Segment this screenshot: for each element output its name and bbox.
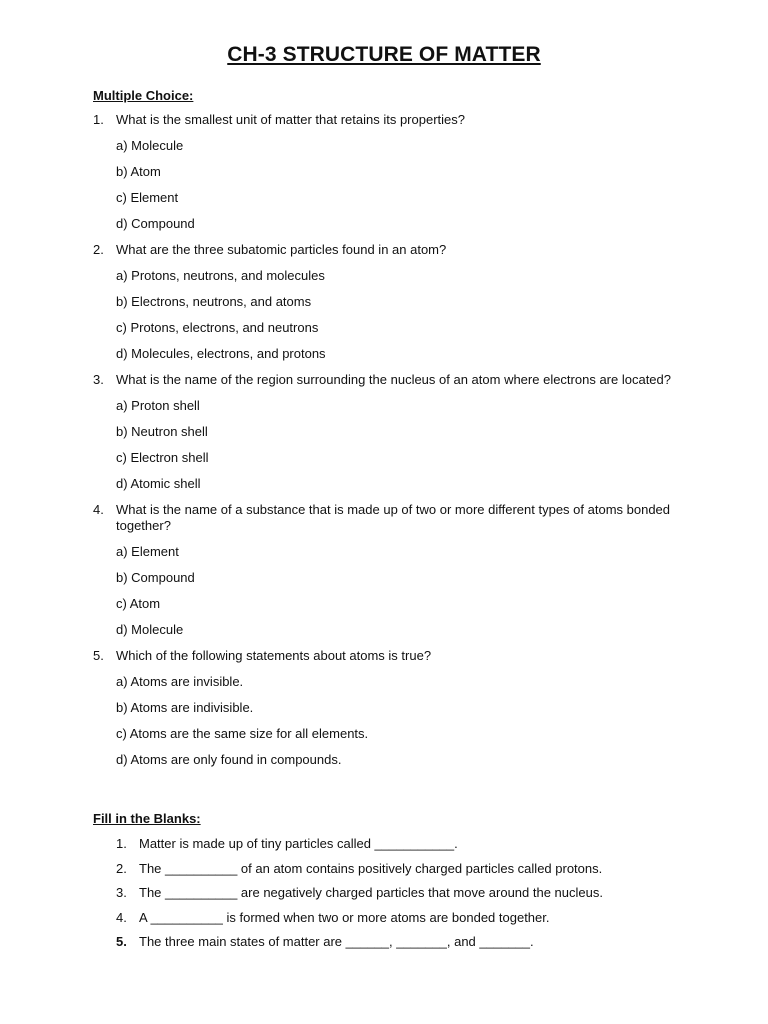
question-text: What are the three subatomic particles found in an atom? — [116, 242, 447, 257]
multiple-choice-heading: Multiple Choice: — [93, 88, 194, 103]
multiple-choice-section — [93, 112, 693, 778]
question-5 — [93, 648, 693, 768]
item-text: The __________ are negatively charged particles that move around the nucleus. — [139, 885, 603, 901]
fill-in-item — [116, 836, 676, 852]
question-text: What is the smallest unit of matter that retains its properties? — [116, 112, 465, 127]
answer-option: b) Neutron shell — [116, 424, 208, 439]
answer-option: d) Atoms are only found in compounds. — [116, 752, 342, 767]
answer-option: b) Atom — [116, 164, 161, 179]
item-number: 1. — [116, 836, 127, 851]
fill-in-item — [116, 861, 676, 877]
fill-in-item — [116, 910, 676, 926]
answer-option: d) Atomic shell — [116, 476, 201, 491]
question-number: 4. — [93, 502, 104, 517]
item-text: The three main states of matter are ______, _______, and _______. — [139, 934, 534, 950]
fill-in-blanks-heading: Fill in the Blanks: — [93, 811, 201, 826]
answer-option: b) Atoms are indivisible. — [116, 700, 254, 715]
question-4 — [93, 502, 693, 638]
answer-option: a) Element — [116, 544, 179, 559]
question-number: 1. — [93, 112, 104, 127]
item-number: 3. — [116, 885, 127, 901]
question-3 — [93, 372, 693, 492]
question-text: Which of the following statements about atoms is true? — [116, 648, 432, 663]
answer-option: c) Atoms are the same size for all elements. — [116, 726, 369, 741]
item-number: 4. — [116, 909, 127, 925]
item-text: Matter is made up of tiny particles called ___________. — [139, 836, 458, 851]
question-number: 2. — [93, 242, 104, 257]
answer-option: b) Compound — [116, 570, 195, 585]
answer-option: a) Protons, neutrons, and molecules — [116, 268, 325, 283]
answer-option: d) Molecule — [116, 622, 184, 637]
answer-option: a) Molecule — [116, 138, 184, 153]
fill-in-blanks-section — [116, 836, 676, 959]
answer-option: a) Atoms are invisible. — [116, 674, 244, 689]
item-text: The __________ of an atom contains positively charged particles called protons. — [139, 860, 603, 876]
answer-option: c) Atom — [116, 596, 161, 611]
question-text: What is the name of the region surrounding the nucleus of an atom where electrons are located? — [116, 372, 671, 387]
fill-in-item — [116, 885, 676, 901]
fill-in-item — [116, 934, 676, 950]
answer-option: a) Proton shell — [116, 398, 200, 413]
answer-option: c) Electron shell — [116, 450, 209, 465]
question-1 — [93, 112, 693, 232]
question-number: 5. — [93, 648, 104, 663]
item-number: 5. — [116, 934, 127, 950]
answer-option: c) Element — [116, 190, 179, 205]
answer-option: b) Electrons, neutrons, and atoms — [116, 294, 312, 309]
item-number: 2. — [116, 860, 127, 876]
item-text: A __________ is formed when two or more atoms are bonded together. — [139, 909, 550, 925]
answer-option: d) Molecules, electrons, and protons — [116, 346, 326, 361]
answer-option: c) Protons, electrons, and neutrons — [116, 320, 319, 335]
answer-option: d) Compound — [116, 216, 195, 231]
question-2 — [93, 242, 693, 362]
page-title: CH-3 STRUCTURE OF MATTER — [227, 43, 541, 66]
question-text: What is the name of a substance that is made up of two or more different types of atoms bonded together? — [116, 502, 671, 533]
question-number: 3. — [93, 372, 104, 387]
